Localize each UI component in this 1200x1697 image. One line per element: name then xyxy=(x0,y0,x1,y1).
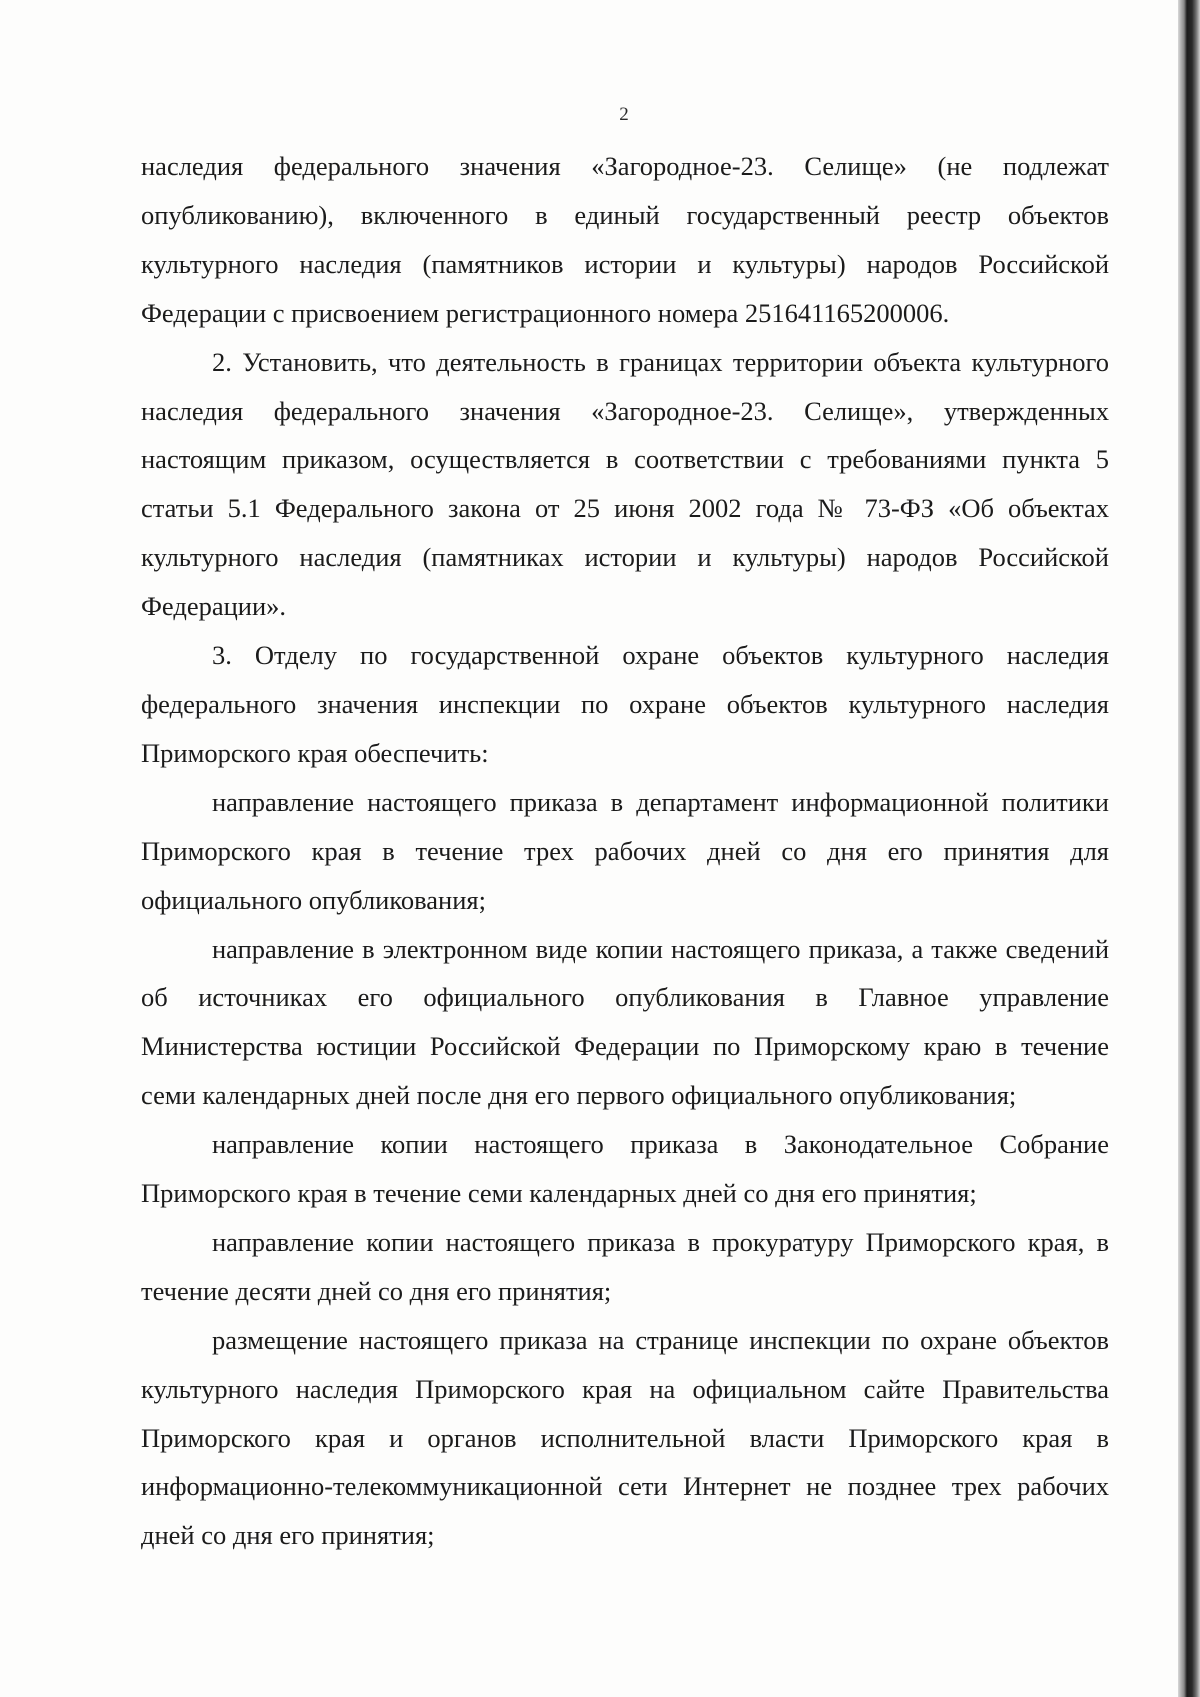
paragraph-item-2: 2. Установить, что деятельность в границах территории объекта культурного наследия федерального значения «Загородное-23. Селище», утвержденных настоящим приказом, осуществляется в соответствии с требованиями пункта 5 статьи 5.1 Федерального закона от 25 июня 2002 года № 73-ФЗ «Об объектах культурного наследия (памятниках истории и культуры) народов Российской Федерации». xyxy=(141,346,1109,622)
paragraph-subitem-legislative-assembly: направление копии настоящего приказа в Законодательное Собрание Приморского края в течение семи календарных дней со дня его принятия; xyxy=(141,1129,1109,1209)
paragraph-continuation: наследия федерального значения «Загородное-23. Селище» (не подлежат опубликованию), включенного в единый государственный реестр объектов культурного наследия (памятников истории и культуры) народов Российской Федерации с присвоением регистрационного номера 251641165200006. xyxy=(141,151,1109,328)
paragraph-subitem-publication: направление настоящего приказа в департамент информационной политики Приморского края в течение трех рабочих дней со дня его принятия для официального опубликования; xyxy=(141,786,1109,915)
paragraph-subitem-prosecutor: направление копии настоящего приказа в прокуратуру Приморского края, в течение десяти дней со дня его принятия; xyxy=(141,1226,1109,1306)
page-number: 2 xyxy=(619,104,629,125)
document-body xyxy=(141,142,1109,1560)
scan-edge-shadow xyxy=(1178,0,1200,1697)
paragraph-item-3: 3. Отделу по государственной охране объектов культурного наследия федерального значения инспекции по охране объектов культурного наследия Приморского края обеспечить: xyxy=(141,640,1109,768)
paragraph-subitem-ministry-justice: направление в электронном виде копии настоящего приказа, а также сведений об источниках его официального опубликования в Главное управление Министерства юстиции Российской Федерации по Приморскому краю в течение семи календарных дней после дня его первого официального опубликования; xyxy=(141,933,1109,1111)
paragraph-subitem-website: размещение настоящего приказа на странице инспекции по охране объектов культурного наследия Приморского края на официальном сайте Правительства Приморского края и органов исполнительной власти Приморского края в информационно-телекоммуникационной сети Интернет не позднее трех рабочих дней со дня его принятия; xyxy=(141,1324,1109,1551)
